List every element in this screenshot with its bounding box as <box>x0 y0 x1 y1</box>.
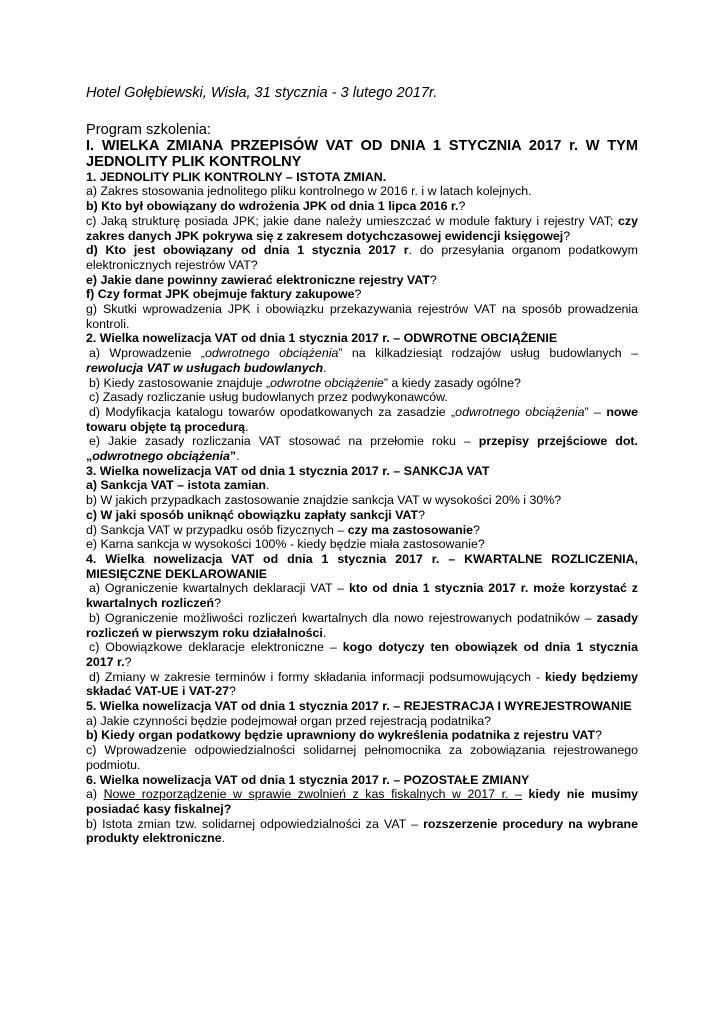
section-5-item-b: b) Kiedy organ podatkowy będzie uprawniony do wykreślenia podatnika z rejestru VAT? <box>86 728 602 743</box>
section-3-title: 3. Wielka nowelizacja VAT od dnia 1 stycznia 2017 r. – SANKCJA VAT <box>86 463 490 478</box>
main-title: I. WIELKA ZMIANA PRZEPISÓW VAT OD DNIA 1 STYCZNIA 2017 r. W TYM JEDNOLITY PLIK KONTROLNY <box>86 137 638 170</box>
section-4-title: 4. Wielka nowelizacja VAT od dnia 1 stycznia 2017 r. – KWARTALNE ROZLICZENIA, MIESIĘCZNE DEKLAROWANIE <box>86 551 638 581</box>
section-5-item-a: a) Jakie czynności będzie podejmował organ przed rejestracją podatnika? <box>86 713 491 728</box>
section-6-item-b: b) Istota zmian tzw. solidarnej odpowiedzialności za VAT – rozszerzenie procedury na wybrane produkty elektroniczne. <box>86 816 639 846</box>
section-6-title: 6. Wielka nowelizacja VAT od dnia 1 stycznia 2017 r. – POZOSTAŁE ZMIANY <box>86 772 530 787</box>
section-2-title: 2. Wielka nowelizacja VAT od dnia 1 stycznia 2017 r. – ODWROTNE OBCIĄŻENIE <box>86 331 558 346</box>
section-3-item-e: e) Karna sankcja w wysokości 100% - kiedy będzie miała zastosowanie? <box>86 537 485 552</box>
section-1-item-d: d) Kto jest obowiązany od dnia 1 stycznia 2017 r. do przesyłania organom podatkowym elektronicznych rejestrów VAT? <box>86 243 638 272</box>
section-5-item-c: c) Wprowadzenie odpowiedzialności solidarnej pełnomocnika za zobowiązania rejestrowanego podmiotu. <box>86 743 638 772</box>
section-4-item-b: b) Ograniczenie możliwości rozliczeń kwartalnych dla nowo rejestrowanych podatników – zasady rozliczeń w pierwszym roku działalności. <box>86 610 638 640</box>
section-3-item-a: a) Sankcja VAT – istota zamian. <box>86 478 270 493</box>
section-1-item-b: b) Kto był obowiązany do wdrożenia JPK od dnia 1 lipca 2016 r.? <box>86 199 466 214</box>
section-2-item-c: c) Zasady rozliczanie usług budowlanych przez podwykonawców. <box>89 390 448 405</box>
section-1-item-e: e) Jakie dane powinny zawierać elektroniczne rejestry VAT? <box>86 272 437 287</box>
document-header: Hotel Gołębiewski, Wisła, 31 stycznia - 3 lutego 2017r. <box>86 85 438 101</box>
section-1-title: 1. JEDNOLITY PLIK KONTROLNY – ISTOTA ZMIAN. <box>86 169 387 184</box>
section-3-item-b: b) W jakich przypadkach zastosowanie znajdzie sankcja VAT w wysokości 20% i 30%? <box>86 493 562 508</box>
section-3-item-c: c) W jaki sposób uniknąć obowiązku zapłaty sankcji VAT? <box>86 507 426 522</box>
section-1-item-c: c) Jaką strukturę posiada JPK; jakie dane należy umieszczać w module faktury i rejestry VAT; czy zakres danych JPK pokrywa się z zakresem dotychczasowej ewidencji księgowej? <box>86 213 638 243</box>
section-2-item-a: a) Wprowadzenie „odwrotnego obciążenia” na kilkadziesiąt rodzajów usług budowlanych – rewolucja VAT w usługach budowlanych. <box>86 346 638 375</box>
section-5-title: 5. Wielka nowelizacja VAT od dnia 1 stycznia 2017 r. – REJESTRACJA I WYREJESTROWANIE <box>86 699 632 714</box>
section-6-item-a: a) Nowe rozporządzenie w sprawie zwolnień z kas fiskalnych w 2017 r. – kiedy nie musimy posiadać kasy fiskalnej? <box>86 787 638 816</box>
document-page <box>86 86 638 846</box>
section-3-item-d: d) Sankcja VAT w przypadku osób fizycznych – czy ma zastosowanie? <box>86 522 480 537</box>
section-4-item-a: a) Ograniczenie kwartalnych deklaracji VAT – kto od dnia 1 stycznia 2017 r. może korzystać z kwartalnych rozliczeń? <box>86 581 638 611</box>
section-2-item-b: b) Kiedy zastosowanie znajduje „odwrotne obciążenie” a kiedy zasady ogólne? <box>89 375 521 390</box>
section-1-item-a: a) Zakres stosowania jednolitego pliku kontrolnego w 2016 r. i w latach kolejnych. <box>86 184 532 199</box>
section-2-item-e: e) Jakie zasady rozliczania VAT stosować na przełomie roku – przepisy przejściowe dot. „odwrotnego obciążenia”. <box>86 434 638 464</box>
section-1-item-f: f) Czy format JPK obejmuje faktury zakupowe? <box>86 287 362 302</box>
section-4-item-d: d) Zmiany w zakresie terminów i formy składania informacji podsumowujących - kiedy będziemy składać VAT-UE i VAT-27? <box>86 669 639 699</box>
section-1-item-g: g) Skutki wprowadzenia JPK i obowiązku przekazywania rejestrów VAT na sposób prowadzenia kontroli. <box>86 302 638 331</box>
program-label: Program szkolenia: <box>86 121 211 138</box>
section-2-item-d: d) Modyfikacja katalogu towarów opodatkowanych za zasadzie „odwrotnego obciążenia” – nowe towaru objęte tą procedurą. <box>86 404 638 434</box>
section-4-item-c: c) Obowiązkowe deklaracje elektroniczne – kogo dotyczy ten obowiązek od dnia 1 stycznia 2017 r.? <box>86 640 638 669</box>
